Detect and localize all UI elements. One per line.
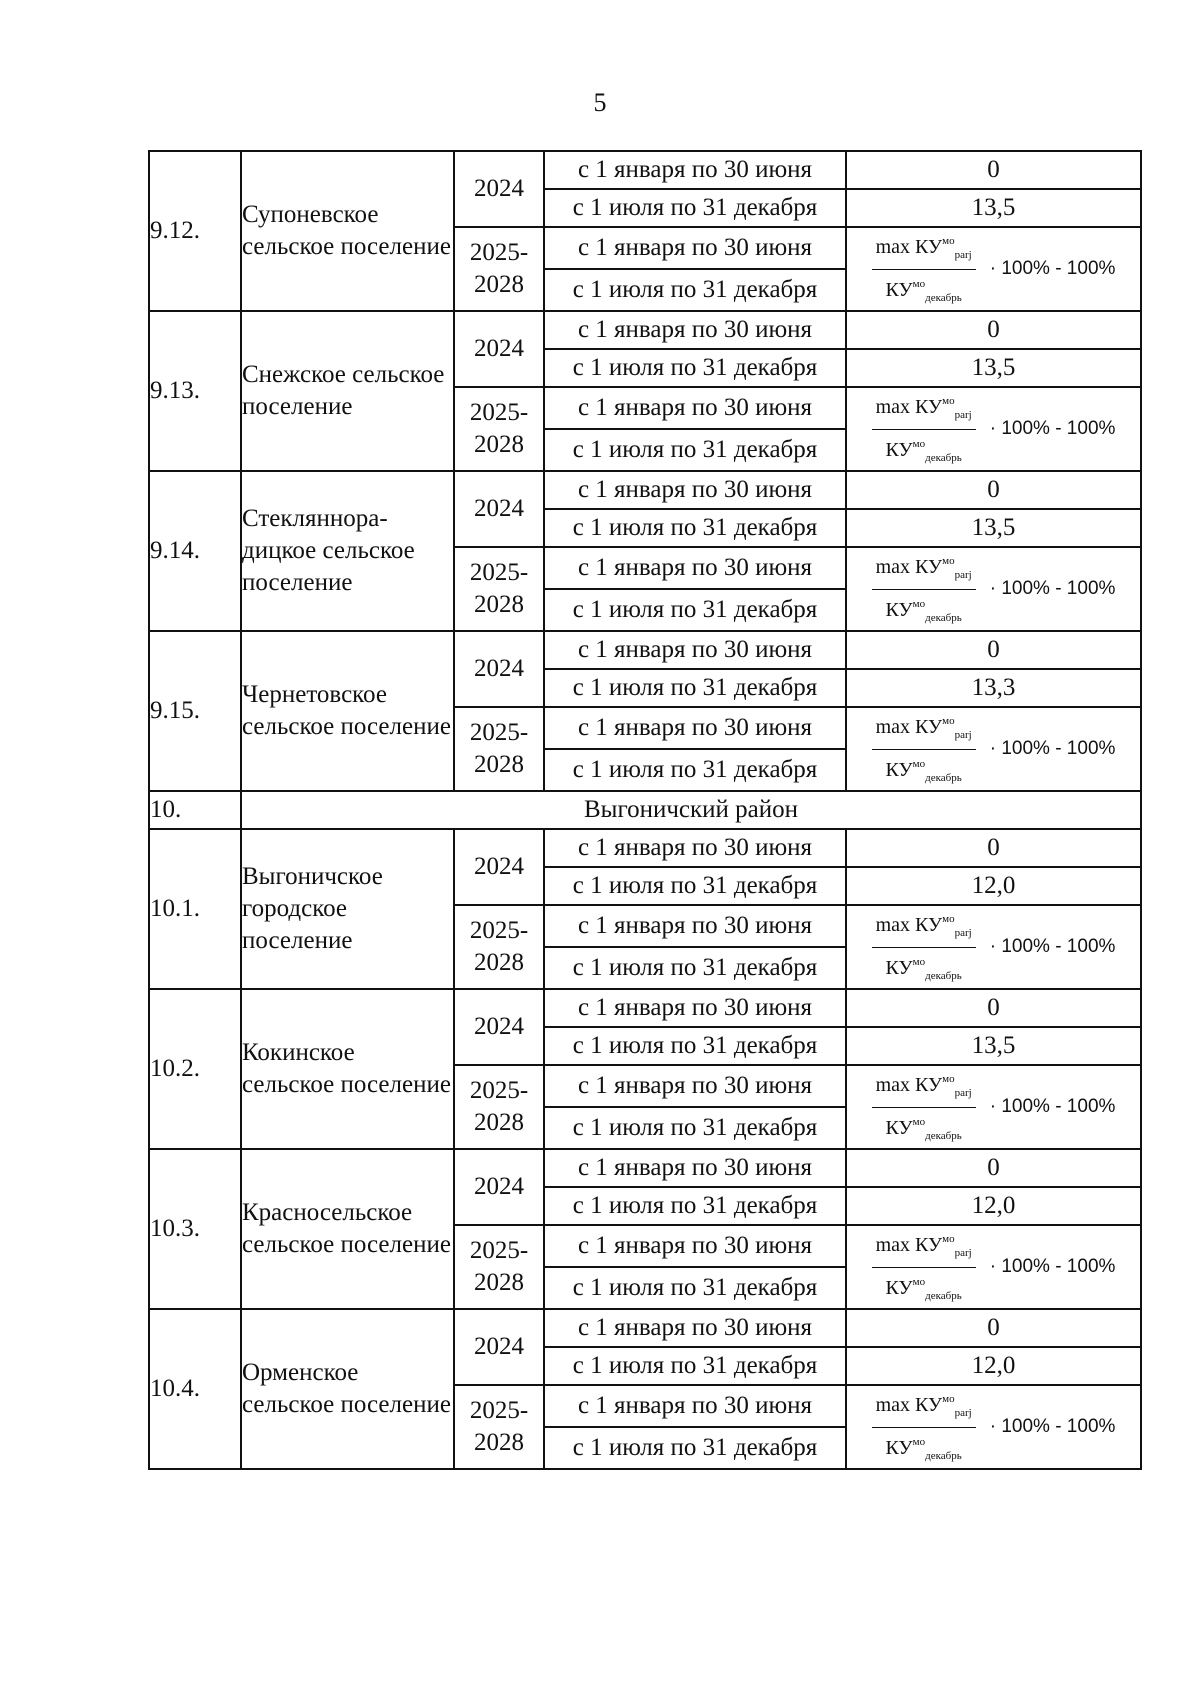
formula-cell	[846, 1065, 1141, 1149]
period-cell: с 1 января по 30 июня	[544, 1149, 846, 1187]
value-cell: 0	[846, 1149, 1141, 1187]
formula-mo-sup: мо	[942, 1232, 955, 1245]
period-cell: с 1 января по 30 июня	[544, 1309, 846, 1347]
year-cell: 2024	[454, 829, 544, 905]
settlement-number: 9.13.	[149, 311, 241, 471]
formula-ku: КУ	[885, 438, 913, 461]
formula-fraction	[872, 390, 976, 469]
table-body	[149, 151, 1141, 1469]
district-name: Выгоничский район	[241, 791, 1141, 829]
ku-formula	[847, 1068, 1140, 1147]
formula-cell	[846, 905, 1141, 989]
settlement-number: 10.4.	[149, 1309, 241, 1469]
settlement-name: Супоневское сельское поселение	[241, 151, 454, 311]
formula-numerator	[872, 550, 976, 590]
formula-ku: КУ	[885, 1276, 913, 1299]
ku-formula	[847, 550, 1140, 629]
formula-fraction	[872, 1388, 976, 1467]
formula-tail: · 100% - 100%	[989, 936, 1116, 957]
district-number: 10.	[149, 791, 241, 829]
settlement-number: 10.2.	[149, 989, 241, 1149]
formula-mo-sup: мо	[942, 1072, 955, 1085]
year-cell: 2024	[454, 631, 544, 707]
period-cell: с 1 января по 30 июня	[544, 1225, 846, 1267]
period-cell: с 1 июля по 31 декабря	[544, 1267, 846, 1309]
formula-denominator	[886, 1108, 962, 1147]
settlement-number: 10.1.	[149, 829, 241, 989]
formula-numerator	[872, 1388, 976, 1428]
ku-formula	[847, 390, 1140, 469]
formula-tail: · 100% - 100%	[989, 258, 1116, 279]
period-cell: с 1 июля по 31 декабря	[544, 349, 846, 387]
formula-max: max	[875, 395, 911, 418]
formula-parj-sub: parj	[954, 1246, 972, 1259]
formula-ku: КУ	[885, 1116, 913, 1139]
formula-fraction	[872, 908, 976, 987]
settlement-name: Выгоничское городское поселение	[241, 829, 454, 989]
table-row	[149, 1309, 1141, 1347]
period-cell: с 1 июля по 31 декабря	[544, 189, 846, 227]
value-cell: 0	[846, 631, 1141, 669]
period-cell: с 1 января по 30 июня	[544, 989, 846, 1027]
settlement-name: Кокинское сельское поселение	[241, 989, 454, 1149]
table-row	[149, 631, 1141, 669]
table-row	[149, 311, 1141, 349]
period-cell: с 1 июля по 31 декабря	[544, 749, 846, 791]
formula-fraction	[872, 550, 976, 629]
ku-formula	[847, 1228, 1140, 1307]
formula-max: max	[875, 555, 911, 578]
formula-cell	[846, 387, 1141, 471]
formula-cell	[846, 1225, 1141, 1309]
formula-ku: КУ	[915, 1393, 943, 1416]
value-cell: 0	[846, 829, 1141, 867]
settlement-number: 9.14.	[149, 471, 241, 631]
formula-dec-sub: декабрь	[925, 451, 962, 464]
settlement-name: Чернетовское сельское поселение	[241, 631, 454, 791]
value-cell: 12,0	[846, 1347, 1141, 1385]
year-cell: 2025-2028	[454, 1385, 544, 1469]
period-cell: с 1 июля по 31 декабря	[544, 1187, 846, 1225]
formula-ku: КУ	[915, 555, 943, 578]
formula-numerator	[872, 908, 976, 948]
formula-fraction	[872, 1228, 976, 1307]
period-cell: с 1 июля по 31 декабря	[544, 269, 846, 311]
settlement-number: 9.15.	[149, 631, 241, 791]
formula-ku: КУ	[915, 395, 943, 418]
page-number: 5	[593, 88, 607, 117]
year-cell: 2025-2028	[454, 387, 544, 471]
formula-ku: КУ	[885, 758, 913, 781]
formula-parj-sub: parj	[954, 728, 972, 741]
value-cell: 13,5	[846, 349, 1141, 387]
period-cell: с 1 января по 30 июня	[544, 707, 846, 749]
period-cell: с 1 января по 30 июня	[544, 1065, 846, 1107]
year-cell: 2025-2028	[454, 707, 544, 791]
tariff-table	[148, 150, 1142, 1470]
formula-mo-sup: мо	[912, 597, 926, 610]
formula-denominator	[886, 590, 962, 629]
formula-parj-sub: parj	[954, 1406, 972, 1419]
formula-tail: · 100% - 100%	[989, 1416, 1116, 1437]
formula-parj-sub: parj	[954, 408, 972, 421]
formula-denominator	[886, 270, 962, 309]
year-cell: 2024	[454, 989, 544, 1065]
formula-mo-sup: мо	[942, 234, 955, 247]
formula-tail: · 100% - 100%	[989, 738, 1116, 759]
formula-parj-sub: parj	[954, 248, 972, 261]
formula-numerator	[872, 1228, 976, 1268]
period-cell: с 1 июля по 31 декабря	[544, 589, 846, 631]
period-cell: с 1 января по 30 июня	[544, 227, 846, 269]
formula-numerator	[872, 710, 976, 750]
formula-numerator	[872, 230, 976, 270]
formula-dec-sub: декабрь	[925, 1449, 962, 1462]
period-cell: с 1 июля по 31 декабря	[544, 947, 846, 989]
year-cell: 2025-2028	[454, 1225, 544, 1309]
formula-denominator	[886, 430, 962, 469]
formula-denominator	[886, 750, 962, 789]
formula-tail: · 100% - 100%	[989, 578, 1116, 599]
formula-max: max	[875, 1233, 911, 1256]
settlement-name: Снежское сельское поселение	[241, 311, 454, 471]
formula-ku: КУ	[915, 913, 943, 936]
value-cell: 0	[846, 151, 1141, 189]
formula-mo-sup: мо	[942, 1392, 955, 1405]
table-row	[149, 829, 1141, 867]
formula-ku: КУ	[885, 956, 913, 979]
table-row	[149, 151, 1141, 189]
formula-max: max	[875, 1073, 911, 1096]
formula-mo-sup: мо	[942, 554, 955, 567]
formula-mo-sup: мо	[912, 1115, 926, 1128]
formula-ku: КУ	[915, 1233, 943, 1256]
district-row	[149, 791, 1141, 829]
period-cell: с 1 января по 30 июня	[544, 631, 846, 669]
formula-max: max	[875, 913, 911, 936]
value-cell: 0	[846, 1309, 1141, 1347]
formula-mo-sup: мо	[912, 437, 926, 450]
formula-cell	[846, 547, 1141, 631]
value-cell: 13,5	[846, 189, 1141, 227]
value-cell: 12,0	[846, 1187, 1141, 1225]
formula-max: max	[875, 715, 911, 738]
year-cell: 2024	[454, 151, 544, 227]
settlement-name: Орменское сельское поселение	[241, 1309, 454, 1469]
formula-mo-sup: мо	[942, 714, 955, 727]
period-cell: с 1 июля по 31 декабря	[544, 1107, 846, 1149]
formula-mo-sup: мо	[942, 912, 955, 925]
value-cell: 13,3	[846, 669, 1141, 707]
formula-dec-sub: декабрь	[925, 291, 962, 304]
formula-mo-sup: мо	[912, 757, 926, 770]
ku-formula	[847, 230, 1140, 309]
formula-tail: · 100% - 100%	[989, 1256, 1116, 1277]
formula-dec-sub: декабрь	[925, 771, 962, 784]
year-cell: 2025-2028	[454, 1065, 544, 1149]
period-cell: с 1 июля по 31 декабря	[544, 509, 846, 547]
formula-dec-sub: декабрь	[925, 1129, 962, 1142]
period-cell: с 1 января по 30 июня	[544, 387, 846, 429]
period-cell: с 1 января по 30 июня	[544, 471, 846, 509]
formula-fraction	[872, 710, 976, 789]
formula-max: max	[875, 1393, 911, 1416]
ku-formula	[847, 908, 1140, 987]
formula-denominator	[886, 1428, 962, 1467]
formula-mo-sup: мо	[912, 277, 926, 290]
period-cell: с 1 июля по 31 декабря	[544, 1427, 846, 1469]
formula-cell	[846, 1385, 1141, 1469]
formula-tail: · 100% - 100%	[989, 418, 1116, 439]
period-cell: с 1 июля по 31 декабря	[544, 1347, 846, 1385]
settlement-name: Красносельское сельское поселение	[241, 1149, 454, 1309]
formula-mo-sup: мо	[912, 1275, 926, 1288]
year-cell: 2024	[454, 471, 544, 547]
formula-numerator	[872, 390, 976, 430]
value-cell: 13,5	[846, 509, 1141, 547]
formula-ku: КУ	[885, 598, 913, 621]
settlement-name: Стекляннора-дицкое сельское поселение	[241, 471, 454, 631]
table-row	[149, 1149, 1141, 1187]
formula-fraction	[872, 1068, 976, 1147]
period-cell: с 1 июля по 31 декабря	[544, 867, 846, 905]
year-cell: 2025-2028	[454, 547, 544, 631]
period-cell: с 1 января по 30 июня	[544, 547, 846, 589]
table-row	[149, 471, 1141, 509]
formula-parj-sub: parj	[954, 568, 972, 581]
formula-mo-sup: мо	[942, 394, 955, 407]
formula-ku: КУ	[915, 1073, 943, 1096]
value-cell: 0	[846, 311, 1141, 349]
period-cell: с 1 января по 30 июня	[544, 905, 846, 947]
period-cell: с 1 января по 30 июня	[544, 311, 846, 349]
year-cell: 2025-2028	[454, 227, 544, 311]
year-cell: 2024	[454, 1309, 544, 1385]
value-cell: 12,0	[846, 867, 1141, 905]
formula-dec-sub: декабрь	[925, 1289, 962, 1302]
period-cell: с 1 января по 30 июня	[544, 829, 846, 867]
period-cell: с 1 июля по 31 декабря	[544, 1027, 846, 1065]
formula-mo-sup: мо	[912, 1435, 926, 1448]
formula-mo-sup: мо	[912, 955, 926, 968]
period-cell: с 1 июля по 31 декабря	[544, 429, 846, 471]
year-cell: 2025-2028	[454, 905, 544, 989]
year-cell: 2024	[454, 1149, 544, 1225]
formula-tail: · 100% - 100%	[989, 1096, 1116, 1117]
formula-dec-sub: декабрь	[925, 611, 962, 624]
period-cell: с 1 января по 30 июня	[544, 1385, 846, 1427]
formula-ku: КУ	[885, 278, 913, 301]
period-cell: с 1 января по 30 июня	[544, 151, 846, 189]
table-row	[149, 989, 1141, 1027]
value-cell: 0	[846, 989, 1141, 1027]
formula-denominator	[886, 948, 962, 987]
formula-dec-sub: декабрь	[925, 969, 962, 982]
formula-max: max	[875, 235, 911, 258]
year-cell: 2024	[454, 311, 544, 387]
period-cell: с 1 июля по 31 декабря	[544, 669, 846, 707]
settlement-number: 9.12.	[149, 151, 241, 311]
formula-numerator	[872, 1068, 976, 1108]
ku-formula	[847, 1388, 1140, 1467]
formula-ku: КУ	[915, 715, 943, 738]
formula-cell	[846, 707, 1141, 791]
formula-denominator	[886, 1268, 962, 1307]
formula-parj-sub: parj	[954, 926, 972, 939]
formula-ku: КУ	[885, 1436, 913, 1459]
ku-formula	[847, 710, 1140, 789]
value-cell: 13,5	[846, 1027, 1141, 1065]
settlement-number: 10.3.	[149, 1149, 241, 1309]
formula-fraction	[872, 230, 976, 309]
formula-parj-sub: parj	[954, 1086, 972, 1099]
formula-cell	[846, 227, 1141, 311]
value-cell: 0	[846, 471, 1141, 509]
formula-ku: КУ	[915, 235, 943, 258]
